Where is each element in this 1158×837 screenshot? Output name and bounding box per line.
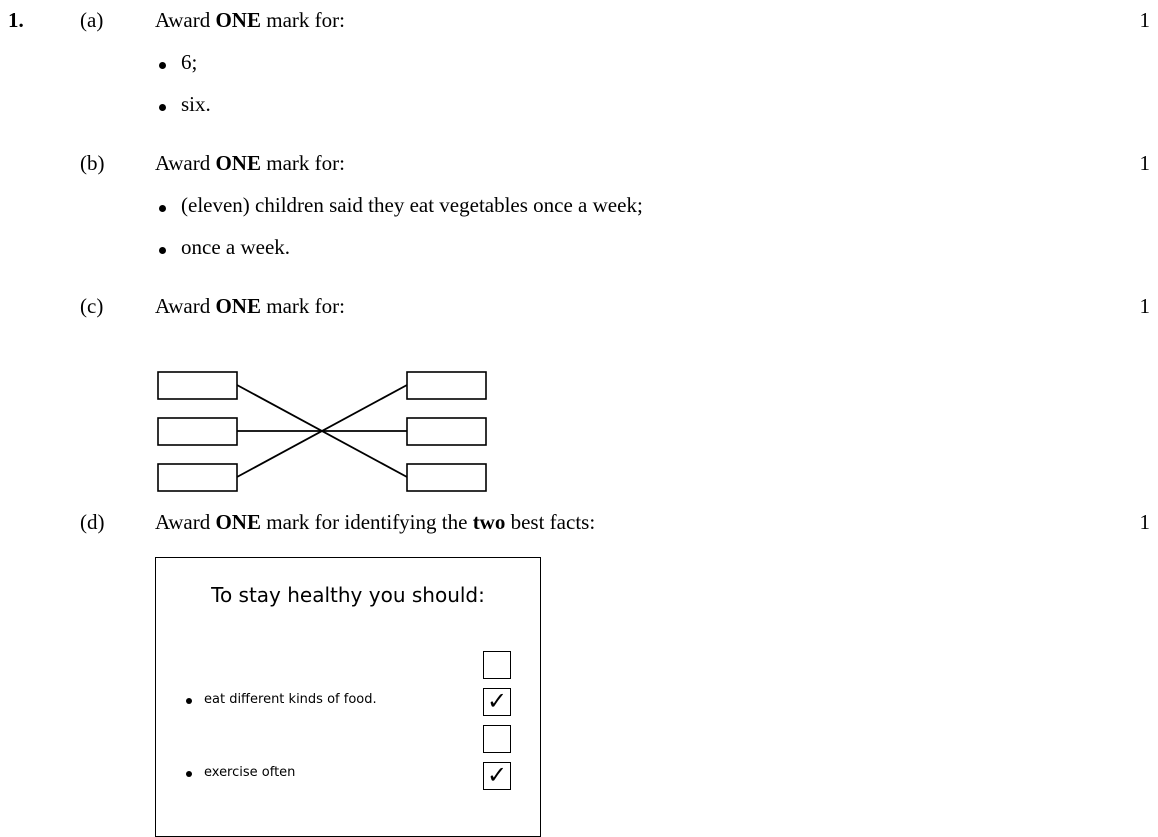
part-d-marks: 1 [1139,510,1150,534]
right-box-3 [407,464,486,491]
left-box-2 [158,418,237,445]
checkbox-3[interactable] [483,725,511,753]
matching-diagram [157,370,492,498]
part-a-label: (a) [80,8,104,32]
bullet-icon [159,62,166,69]
left-box-3 [158,464,237,491]
part-a-answer-1: 6; [181,50,198,74]
check-icon: ✓ [486,687,508,715]
checkbox-1[interactable] [483,651,511,679]
question-number: 1. [8,8,24,32]
part-b-answer-2: once a week. [181,235,291,259]
bullet-icon [159,205,166,212]
part-c-label: (c) [80,294,104,318]
checklist-box [155,557,541,837]
checkbox-4[interactable] [483,762,511,790]
bullet-icon [186,698,192,704]
right-box-2 [407,418,486,445]
part-b-marks: 1 [1139,151,1150,175]
checkbox-2[interactable] [483,688,511,716]
part-b-answer-1: (eleven) children said they eat vegetables once a week; [181,193,643,217]
part-c-marks: 1 [1139,294,1150,318]
part-d-intro: Award ONE mark for identifying the two best facts: [155,510,596,534]
bullet-icon [186,771,192,777]
part-a-intro: Award ONE mark for: [155,8,345,32]
checklist-fact-2: exercise often [204,765,296,780]
part-a-marks: 1 [1139,8,1150,32]
right-box-1 [407,372,486,399]
bullet-icon [159,247,166,254]
part-c-intro: Award ONE mark for: [155,294,345,318]
part-a-answer-2: six. [181,92,211,116]
check-icon: ✓ [486,761,508,789]
part-d-label: (d) [80,510,105,534]
bullet-icon [159,104,166,111]
left-box-1 [158,372,237,399]
part-b-intro: Award ONE mark for: [155,151,345,175]
checklist-title: To stay healthy you should: [211,583,485,607]
part-b-label: (b) [80,151,105,175]
checklist-fact-1: eat different kinds of food. [204,692,377,707]
